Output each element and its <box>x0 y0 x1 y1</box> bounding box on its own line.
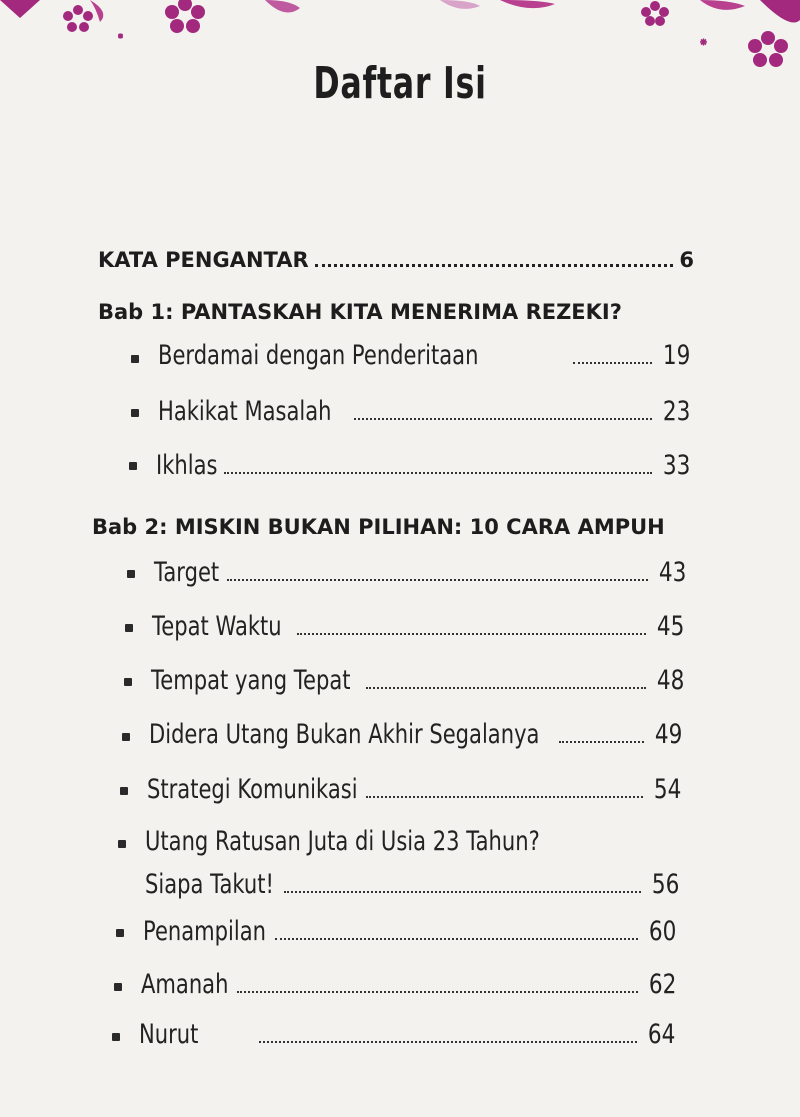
leader-dots <box>259 1040 637 1043</box>
bullet-icon <box>112 1033 120 1041</box>
leader-dots <box>366 686 646 689</box>
bullet-icon <box>118 840 126 848</box>
bullet-icon <box>124 678 132 686</box>
toc-item[interactable]: Siapa Takut! 56 <box>145 869 679 900</box>
bullet-icon <box>127 570 135 578</box>
leader-dots <box>354 417 651 420</box>
chapter-2-heading[interactable]: Bab 2: MISKIN BUKAN PILIHAN: 10 CARA AMPUH <box>92 515 665 539</box>
flower-icon <box>165 0 205 33</box>
leader-dots <box>224 471 652 474</box>
leader-dots <box>297 632 645 635</box>
bullet-icon <box>116 929 124 937</box>
leader-dots <box>573 361 652 364</box>
bullet-icon <box>120 787 128 795</box>
bullet-icon <box>125 624 133 632</box>
bullet-icon <box>122 733 130 741</box>
toc-item[interactable]: Didera Utang Bukan Akhir Segalanya 49 <box>149 719 682 750</box>
toc-item[interactable]: Berdamai dengan Penderitaan 19 <box>158 340 690 371</box>
chapter-1-heading[interactable]: Bab 1: PANTASKAH KITA MENERIMA REZEKI? <box>98 300 622 324</box>
leader-dots <box>284 890 640 893</box>
toc-item[interactable]: Target 43 <box>154 557 686 588</box>
toc-item[interactable]: Amanah 62 <box>141 969 676 1000</box>
toc-foreword-row[interactable] <box>98 248 694 272</box>
flower-icon <box>641 1 669 26</box>
leader-dots <box>315 264 674 267</box>
bullet-icon <box>131 355 139 363</box>
toc-item[interactable]: Nurut 64 <box>139 1019 675 1050</box>
leader-dots <box>275 937 638 940</box>
toc-item[interactable]: Strategi Komunikasi 54 <box>147 774 681 805</box>
leader-dots <box>366 795 643 798</box>
toc-item[interactable]: Ikhlas 33 <box>156 450 690 481</box>
flower-icon <box>748 31 788 67</box>
leader-dots <box>237 990 638 993</box>
bullet-icon <box>114 983 122 991</box>
bullet-icon <box>129 462 137 470</box>
leader-dots <box>227 578 648 581</box>
toc-item-multiline-label[interactable]: Utang Ratusan Juta di Usia 23 Tahun? <box>145 826 540 857</box>
leader-dots <box>559 740 644 743</box>
page-title: Daftar Isi <box>313 58 487 109</box>
bullet-icon <box>131 409 139 417</box>
toc-item[interactable]: Hakikat Masalah 23 <box>158 396 690 427</box>
toc-foreword-page: 6 <box>679 248 694 272</box>
toc-item[interactable]: Tempat yang Tepat 48 <box>151 665 684 696</box>
toc-foreword-label: KATA PENGANTAR <box>98 248 309 272</box>
flower-icon <box>63 5 93 32</box>
toc-item[interactable]: Penampilan 60 <box>143 916 676 947</box>
toc-item[interactable]: Tepat Waktu 45 <box>152 611 684 642</box>
